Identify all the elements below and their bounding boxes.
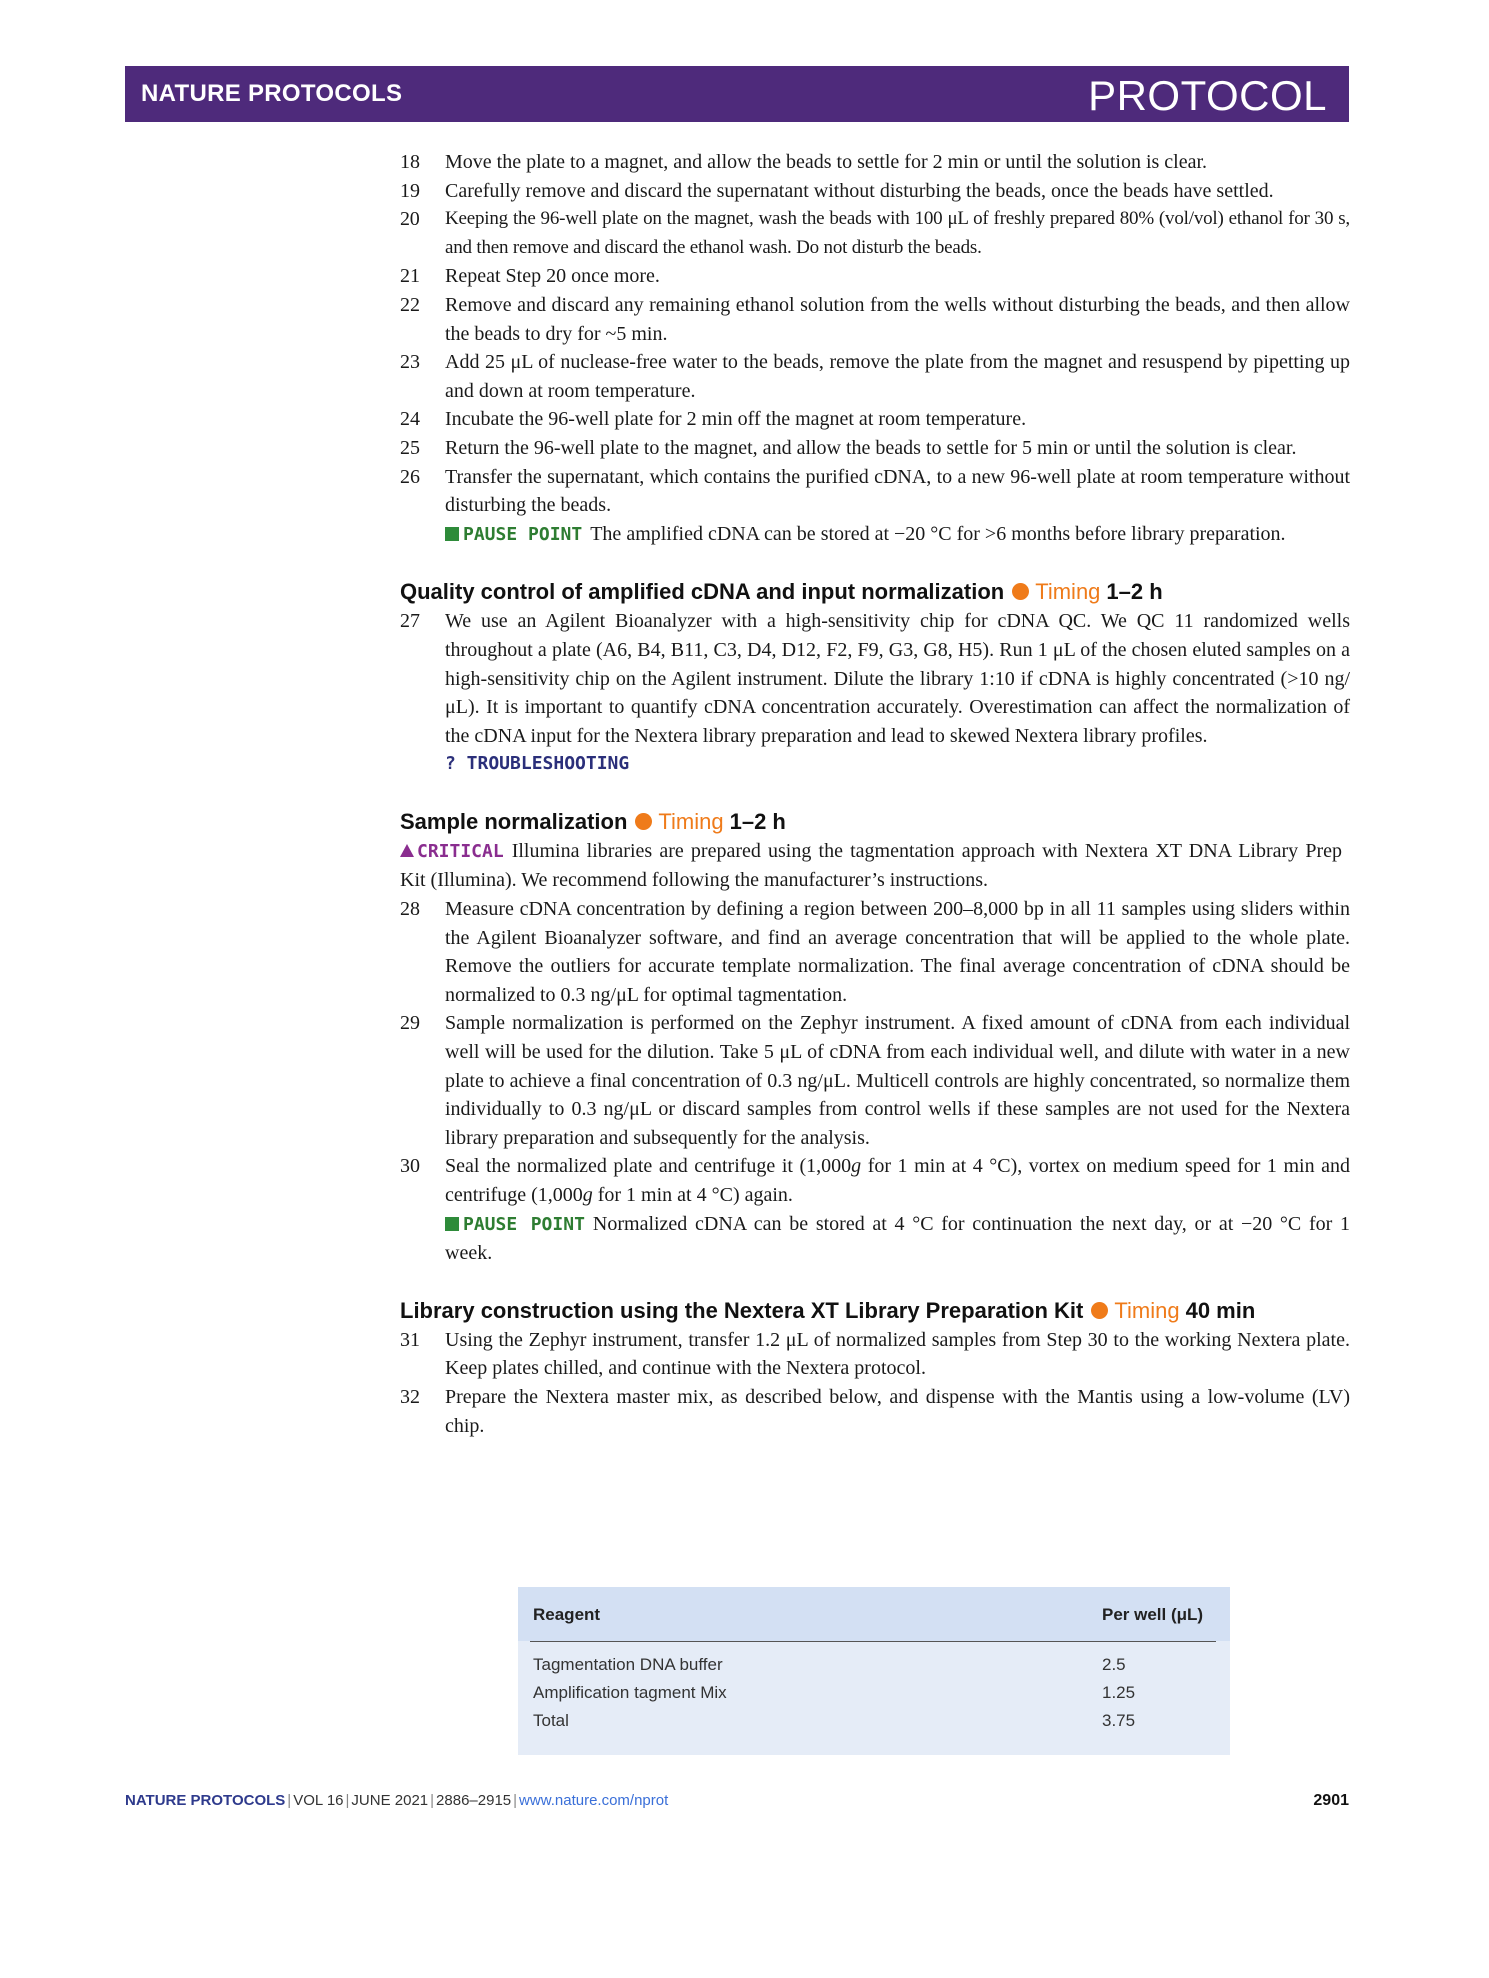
section-heading-library: Library construction using the Nextera XT Library Preparation Kit Timing 40 min [400, 1297, 1256, 1323]
timing-value: 1–2 h [729, 808, 786, 834]
step-29: 29 Sample normalization is performed on the Zephyr instrument. A fixed amount of cDNA from each individual well will be used for the dilution. Take 5 μL of cDNA from each individual well, and dilute with water in a new plate to achieve a final concentration of 0.3 ng/μL. Multicell controls are highly concentrated, so normalize them individually to 0.3 ng/μL or discard samples from control wells if these samples are not used for the Nextera library preparation and subsequently for the analysis. [400, 1012, 1350, 1149]
pause-point-text: Normalized cDNA can be stored at 4 °C for continuation the next day, or at −20 °C for 1 week. [445, 1212, 1350, 1265]
step-19: 19 Carefully remove and discard the supernatant without disturbing the beads, once the beads have settled. [400, 179, 1274, 202]
critical-text: Illumina libraries are prepared using the tagmentation approach with Nextera XT DNA Library Prep Kit (Illumina). We recommend following the manufacturer’s instructions. [400, 839, 1342, 892]
step-31: 31 Using the Zephyr instrument, transfer 1.2 μL of normalized samples from Step 30 to the working Nextera plate. Keep plates chilled, and continue with the Nextera protocol. [400, 1328, 1350, 1380]
timing-clock-icon [1012, 583, 1029, 600]
critical-label: CRITICAL [417, 840, 504, 862]
step-28: 28 Measure cDNA concentration by defining a region between 200–8,000 bp in all 11 samples using sliders within the Agilent Bioanalyzer software, and find an average concentration that will be applied to the whole plate. Remove the outliers for accurate template normalization. The final average concentration of cDNA should be normalized to 0.3 ng/μL for optimal tagmentation. [400, 898, 1350, 1006]
timing-label: Timing [658, 808, 724, 834]
step-20: 20 Keeping the 96-well plate on the magnet, wash the beads with 100 μL of freshly prepared 80% (vol/vol) ethanol for 30 s, and then remove and discard the ethanol wash. Do not disturb the beads. [400, 208, 1350, 258]
timing-clock-icon [1091, 1302, 1108, 1319]
section-heading-normalization: Sample normalization Timing 1–2 h [400, 808, 786, 834]
page-footer: NATURE PROTOCOLS | VOL 16 | JUNE 2021 | 2886–2915 | www.nature.com/nprot 2901 [125, 1792, 1349, 1809]
pause-square-icon [445, 1217, 459, 1231]
journal-header-bar [125, 66, 1349, 122]
timing-value: 1–2 h [1106, 579, 1163, 605]
footer-volume: VOL 16 [293, 1792, 344, 1809]
table-row: Amplification tagment Mix 1.25 [533, 1683, 1136, 1702]
pause-point-label: PAUSE POINT [463, 523, 583, 545]
column-header-per-well: Per well (μL) [1102, 1605, 1204, 1624]
pause-point-text: The amplified cDNA can be stored at −20 °C for >6 months before library preparation. [590, 522, 1286, 545]
timing-label: Timing [1035, 579, 1101, 605]
step-25: 25 Return the 96-well plate to the magnet, and allow the beads to settle for 5 min or until the solution is clear. [400, 436, 1297, 459]
step-23: 23 Add 25 μL of nuclease-free water to the beads, remove the plate from the magnet and resuspend by pipetting up and down at room temperature. [400, 351, 1350, 402]
column-header-reagent: Reagent [533, 1605, 601, 1624]
troubleshooting-link[interactable]: ? TROUBLESHOOTING [445, 753, 630, 775]
section-heading-qc: Quality control of amplified cDNA and input normalization Timing 1–2 h [400, 579, 1163, 605]
timing-label: Timing [1114, 1297, 1180, 1323]
article-type: PROTOCOL [1088, 72, 1327, 119]
step-24: 24 Incubate the 96-well plate for 2 min off the magnet at room temperature. [400, 408, 1027, 431]
page-number: 2901 [1313, 1792, 1349, 1809]
step-22: 22 Remove and discard any remaining ethanol solution from the wells without disturbing the beads, and then allow the beads to dry for ~5 min. [400, 293, 1350, 345]
step-21: 21 Repeat Step 20 once more. [400, 265, 660, 288]
footer-url-link[interactable]: www.nature.com/nprot [519, 1792, 669, 1809]
footer-journal: NATURE PROTOCOLS [125, 1792, 286, 1809]
timing-value: 40 min [1185, 1297, 1256, 1323]
step-27: 27 We use an Agilent Bioanalyzer with a high-sensitivity chip for cDNA QC. We QC 11 randomized wells throughout a plate (A6, B4, B11, C3, D4, D12, F2, F9, G3, G8, H5). Run 1 μL of the chosen eluted samples on a high-sensitivity chip on the Agilent instrument. Dilute the library 1:10 if cDNA is highly concentrated (>10 ng/μL). It is important to quantify cDNA concentration accurately. Overestimation can affect the normalization of the cDNA input for the Nextera library preparation and lead to skewed Nextera library profiles. [400, 610, 1350, 747]
step-18: 18 Move the plate to a magnet, and allow the beads to settle for 2 min or until the solution is clear. [400, 151, 1208, 173]
main-content [400, 148, 1350, 1440]
journal-name: NATURE PROTOCOLS [141, 80, 403, 107]
pause-point-2 [400, 1210, 1350, 1268]
critical-note [400, 837, 1350, 895]
table-header-row [518, 1587, 1230, 1641]
critical-triangle-icon [400, 844, 414, 857]
table-row: Tagmentation DNA buffer 2.5 [533, 1655, 1126, 1674]
footer-pages: 2886–2915 [436, 1792, 512, 1809]
pause-square-icon [445, 527, 459, 541]
timing-clock-icon [635, 813, 652, 830]
step-30: 30 Seal the normalized plate and centrifuge it (1,000g for 1 min at 4 °C), vortex on medium speed for 1 min and centrifuge (1,000g for 1 min at 4 °C) again. [400, 1155, 1350, 1206]
pause-point-label: PAUSE POINT [463, 1213, 585, 1235]
pause-point-1 [400, 520, 1350, 550]
footer-date: JUNE 2021 [351, 1792, 429, 1809]
table-row: Total 3.75 [533, 1711, 1136, 1730]
step-26: 26 Transfer the supernatant, which contains the purified cDNA, to a new 96-well plate at room temperature without disturbing the beads. [400, 465, 1350, 517]
master-mix-table [518, 1587, 1230, 1755]
table-divider [530, 1641, 1216, 1642]
step-32: 32 Prepare the Nextera master mix, as described below, and dispense with the Mantis using a low-volume (LV) chip. [400, 1385, 1350, 1437]
